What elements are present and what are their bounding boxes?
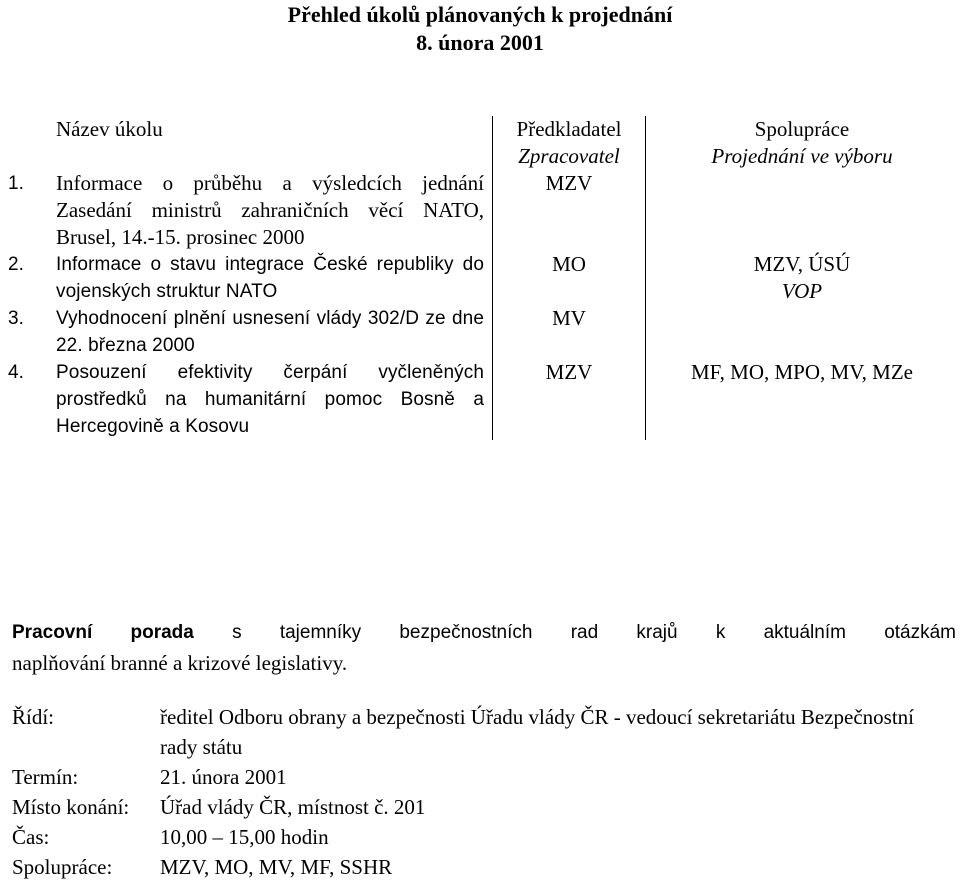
- table-row: 3. Vyhodnocení plnění usnesení vlády 302/D ze dne 22. března 2000 MV: [8, 305, 958, 359]
- header-submitter: Předkladatel Zpracovatel: [493, 116, 646, 170]
- detail-row-cas: Čas: 10,00 – 15,00 hodin: [12, 825, 329, 849]
- document-title: Přehled úkolů plánovaných k projednání: [287, 2, 673, 27]
- meeting-details: [12, 702, 956, 882]
- detail-row-spoluprace: Spolupráce: MZV, MO, MV, MF, SSHR: [12, 855, 393, 879]
- detail-row-termin: Termín: 21. února 2001: [12, 765, 287, 789]
- table-header-row: [8, 116, 958, 170]
- detail-row-misto: Místo konání: Úřad vlády ČR, místnost č. 201: [12, 795, 426, 819]
- table-row: 4. Posouzení efektivity čerpání vyčleněných prostředků na humanitární pomoc Bosně a Hercegovině a Kosovu MZV MF, MO, MPO, MV, MZe: [8, 359, 958, 440]
- detail-row-ridi: Řídí: ředitel Odboru obrany a bezpečnosti Úřadu vlády ČR - vedoucí sekretariátu Bezpečnostní rady státu: [12, 705, 915, 759]
- header-cooperation: Spolupráce Projednání ve výboru: [646, 116, 959, 170]
- meeting-title: Pracovní porada: [12, 622, 194, 643]
- header-task-name: Název úkolu: [56, 117, 163, 141]
- table-row: 1. Informace o průběhu a výsledcích jednání Zasedání ministrů zahraničních věcí NATO, Brusel, 14.-15. prosinec 2000 MZV: [8, 170, 958, 251]
- tasks-table: [8, 116, 958, 440]
- document-date: 8. února 2001: [416, 30, 544, 55]
- meeting-description: Pracovní porada s tajemníky bezpečnostních rad krajů k aktuálním otázkám naplňování branné a krizové legislativy.: [12, 622, 956, 675]
- table-row: 2. Informace o stavu integrace České republiky do vojenských struktur NATO MO MZV, ÚSÚ VOP: [8, 251, 958, 305]
